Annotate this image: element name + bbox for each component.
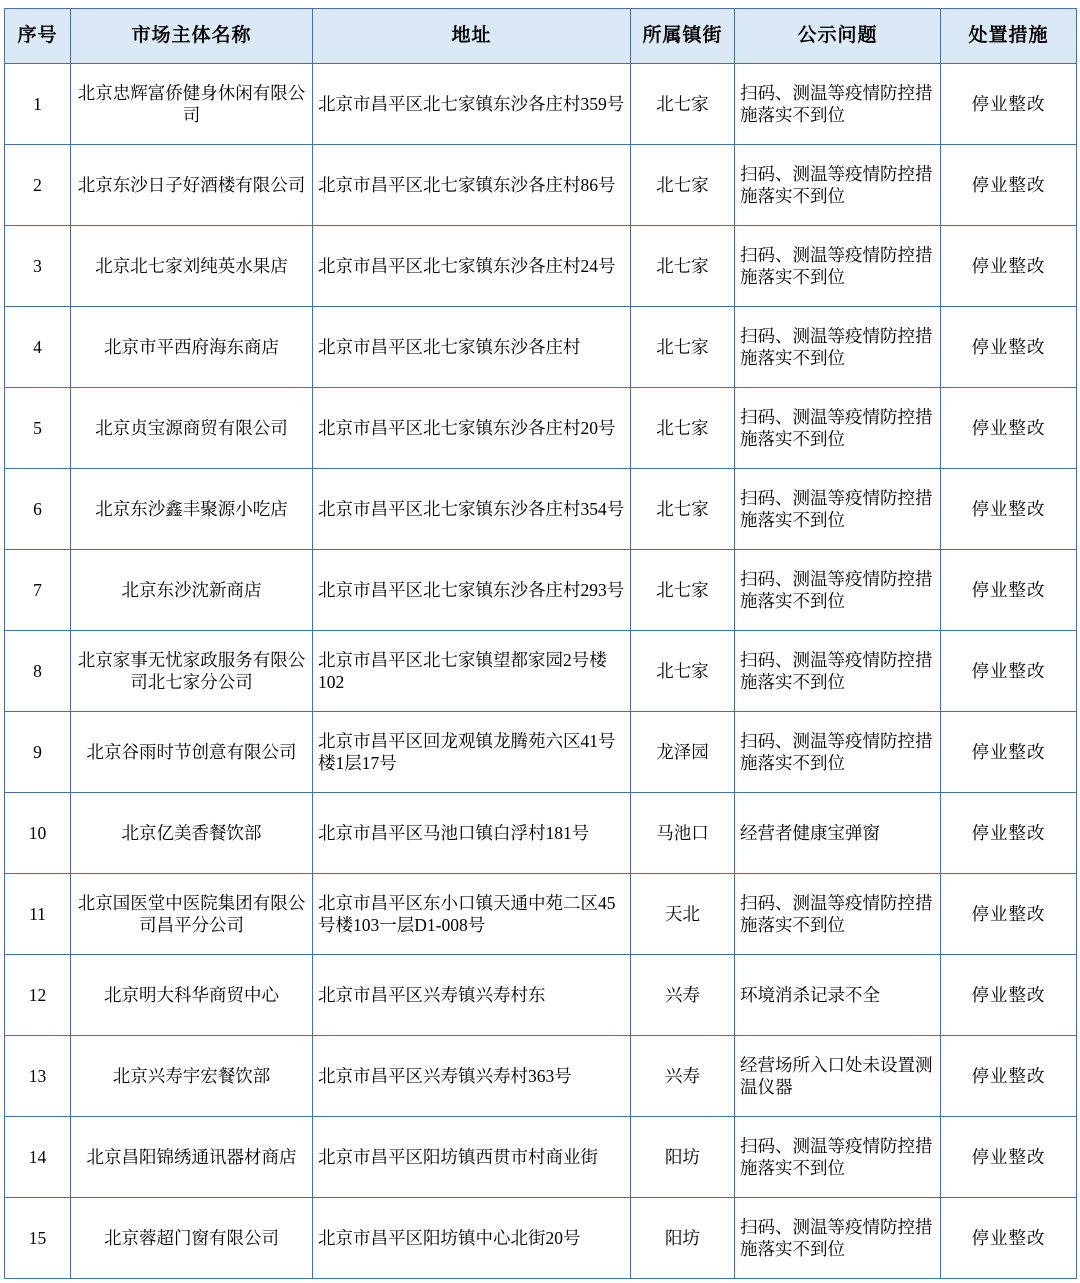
cell-town: 北七家 bbox=[631, 307, 735, 388]
column-header-name: 市场主体名称 bbox=[71, 9, 313, 64]
cell-index: 12 bbox=[5, 955, 71, 1036]
cell-address: 北京市昌平区北七家镇东沙各庄村20号 bbox=[313, 388, 631, 469]
cell-issue: 扫码、测温等疫情防控措施落实不到位 bbox=[735, 712, 941, 793]
cell-issue: 扫码、测温等疫情防控措施落实不到位 bbox=[735, 226, 941, 307]
column-header-index: 序号 bbox=[5, 9, 71, 64]
cell-town: 北七家 bbox=[631, 145, 735, 226]
cell-town: 兴寿 bbox=[631, 1036, 735, 1117]
cell-name: 北京明大科华商贸中心 bbox=[71, 955, 313, 1036]
cell-address: 北京市昌平区兴寿镇兴寿村363号 bbox=[313, 1036, 631, 1117]
cell-issue: 扫码、测温等疫情防控措施落实不到位 bbox=[735, 145, 941, 226]
cell-index: 3 bbox=[5, 226, 71, 307]
cell-town: 北七家 bbox=[631, 388, 735, 469]
cell-index: 8 bbox=[5, 631, 71, 712]
cell-name: 北京家事无忧家政服务有限公司北七家分公司 bbox=[71, 631, 313, 712]
cell-action: 停业整改 bbox=[941, 793, 1077, 874]
cell-name: 北京谷雨时节创意有限公司 bbox=[71, 712, 313, 793]
cell-name: 北京东沙日子好酒楼有限公司 bbox=[71, 145, 313, 226]
cell-action: 停业整改 bbox=[941, 469, 1077, 550]
cell-address: 北京市昌平区北七家镇东沙各庄村293号 bbox=[313, 550, 631, 631]
table-row bbox=[5, 550, 1077, 631]
cell-name: 北京贞宝源商贸有限公司 bbox=[71, 388, 313, 469]
cell-issue: 扫码、测温等疫情防控措施落实不到位 bbox=[735, 1117, 941, 1198]
cell-name: 北京东沙鑫丰聚源小吃店 bbox=[71, 469, 313, 550]
column-header-town: 所属镇街 bbox=[631, 9, 735, 64]
cell-name: 北京亿美香餐饮部 bbox=[71, 793, 313, 874]
cell-town: 北七家 bbox=[631, 64, 735, 145]
table-row bbox=[5, 388, 1077, 469]
cell-issue: 扫码、测温等疫情防控措施落实不到位 bbox=[735, 550, 941, 631]
cell-action: 停业整改 bbox=[941, 307, 1077, 388]
cell-index: 6 bbox=[5, 469, 71, 550]
cell-town: 龙泽园 bbox=[631, 712, 735, 793]
cell-index: 7 bbox=[5, 550, 71, 631]
cell-action: 停业整改 bbox=[941, 1117, 1077, 1198]
cell-name: 北京蓉超门窗有限公司 bbox=[71, 1198, 313, 1279]
cell-action: 停业整改 bbox=[941, 226, 1077, 307]
cell-action: 停业整改 bbox=[941, 874, 1077, 955]
cell-town: 阳坊 bbox=[631, 1117, 735, 1198]
cell-name: 北京兴寿宇宏餐饮部 bbox=[71, 1036, 313, 1117]
table-row bbox=[5, 1198, 1077, 1279]
cell-issue: 扫码、测温等疫情防控措施落实不到位 bbox=[735, 631, 941, 712]
cell-action: 停业整改 bbox=[941, 1036, 1077, 1117]
cell-issue: 扫码、测温等疫情防控措施落实不到位 bbox=[735, 874, 941, 955]
cell-issue: 经营场所入口处未设置测温仪器 bbox=[735, 1036, 941, 1117]
cell-index: 15 bbox=[5, 1198, 71, 1279]
cell-address: 北京市昌平区北七家镇东沙各庄村 bbox=[313, 307, 631, 388]
cell-action: 停业整改 bbox=[941, 388, 1077, 469]
cell-action: 停业整改 bbox=[941, 955, 1077, 1036]
cell-issue: 环境消杀记录不全 bbox=[735, 955, 941, 1036]
cell-action: 停业整改 bbox=[941, 631, 1077, 712]
column-header-issue: 公示问题 bbox=[735, 9, 941, 64]
cell-action: 停业整改 bbox=[941, 550, 1077, 631]
cell-action: 停业整改 bbox=[941, 712, 1077, 793]
cell-town: 兴寿 bbox=[631, 955, 735, 1036]
cell-town: 北七家 bbox=[631, 631, 735, 712]
table-row bbox=[5, 631, 1077, 712]
cell-index: 1 bbox=[5, 64, 71, 145]
cell-address: 北京市昌平区兴寿镇兴寿村东 bbox=[313, 955, 631, 1036]
table-row bbox=[5, 64, 1077, 145]
cell-town: 天北 bbox=[631, 874, 735, 955]
table-row bbox=[5, 307, 1077, 388]
cell-address: 北京市昌平区阳坊镇中心北街20号 bbox=[313, 1198, 631, 1279]
public-notice-table bbox=[4, 8, 1077, 1279]
cell-address: 北京市昌平区北七家镇东沙各庄村86号 bbox=[313, 145, 631, 226]
cell-address: 北京市昌平区马池口镇白浮村181号 bbox=[313, 793, 631, 874]
cell-index: 14 bbox=[5, 1117, 71, 1198]
cell-address: 北京市昌平区北七家镇东沙各庄村359号 bbox=[313, 64, 631, 145]
cell-index: 9 bbox=[5, 712, 71, 793]
table-row bbox=[5, 874, 1077, 955]
cell-name: 北京市平西府海东商店 bbox=[71, 307, 313, 388]
cell-action: 停业整改 bbox=[941, 64, 1077, 145]
cell-name: 北京东沙沈新商店 bbox=[71, 550, 313, 631]
table-row bbox=[5, 1117, 1077, 1198]
cell-index: 13 bbox=[5, 1036, 71, 1117]
table-row bbox=[5, 226, 1077, 307]
cell-town: 阳坊 bbox=[631, 1198, 735, 1279]
cell-index: 2 bbox=[5, 145, 71, 226]
table-row bbox=[5, 955, 1077, 1036]
table-row bbox=[5, 793, 1077, 874]
cell-action: 停业整改 bbox=[941, 145, 1077, 226]
cell-name: 北京国医堂中医院集团有限公司昌平分公司 bbox=[71, 874, 313, 955]
cell-address: 北京市昌平区阳坊镇西贯市村商业街 bbox=[313, 1117, 631, 1198]
cell-town: 北七家 bbox=[631, 469, 735, 550]
cell-index: 5 bbox=[5, 388, 71, 469]
table-row bbox=[5, 469, 1077, 550]
cell-issue: 经营者健康宝弹窗 bbox=[735, 793, 941, 874]
cell-name: 北京昌阳锦绣通讯器材商店 bbox=[71, 1117, 313, 1198]
table-row bbox=[5, 1036, 1077, 1117]
cell-issue: 扫码、测温等疫情防控措施落实不到位 bbox=[735, 469, 941, 550]
column-header-address: 地址 bbox=[313, 9, 631, 64]
cell-issue: 扫码、测温等疫情防控措施落实不到位 bbox=[735, 64, 941, 145]
table-body bbox=[5, 64, 1077, 1279]
cell-name: 北京北七家刘纯英水果店 bbox=[71, 226, 313, 307]
cell-issue: 扫码、测温等疫情防控措施落实不到位 bbox=[735, 388, 941, 469]
cell-action: 停业整改 bbox=[941, 1198, 1077, 1279]
cell-town: 马池口 bbox=[631, 793, 735, 874]
cell-town: 北七家 bbox=[631, 550, 735, 631]
cell-index: 4 bbox=[5, 307, 71, 388]
cell-address: 北京市昌平区北七家镇东沙各庄村24号 bbox=[313, 226, 631, 307]
cell-issue: 扫码、测温等疫情防控措施落实不到位 bbox=[735, 1198, 941, 1279]
column-header-action: 处置措施 bbox=[941, 9, 1077, 64]
cell-address: 北京市昌平区北七家镇东沙各庄村354号 bbox=[313, 469, 631, 550]
cell-address: 北京市昌平区回龙观镇龙腾苑六区41号楼1层17号 bbox=[313, 712, 631, 793]
cell-address: 北京市昌平区东小口镇天通中苑二区45号楼103一层D1-008号 bbox=[313, 874, 631, 955]
table-row bbox=[5, 145, 1077, 226]
table-header bbox=[5, 9, 1077, 64]
table-header-row bbox=[5, 9, 1077, 64]
cell-index: 10 bbox=[5, 793, 71, 874]
cell-name: 北京忠辉富侨健身休闲有限公司 bbox=[71, 64, 313, 145]
table-row bbox=[5, 712, 1077, 793]
cell-index: 11 bbox=[5, 874, 71, 955]
cell-town: 北七家 bbox=[631, 226, 735, 307]
cell-address: 北京市昌平区北七家镇望都家园2号楼102 bbox=[313, 631, 631, 712]
cell-issue: 扫码、测温等疫情防控措施落实不到位 bbox=[735, 307, 941, 388]
